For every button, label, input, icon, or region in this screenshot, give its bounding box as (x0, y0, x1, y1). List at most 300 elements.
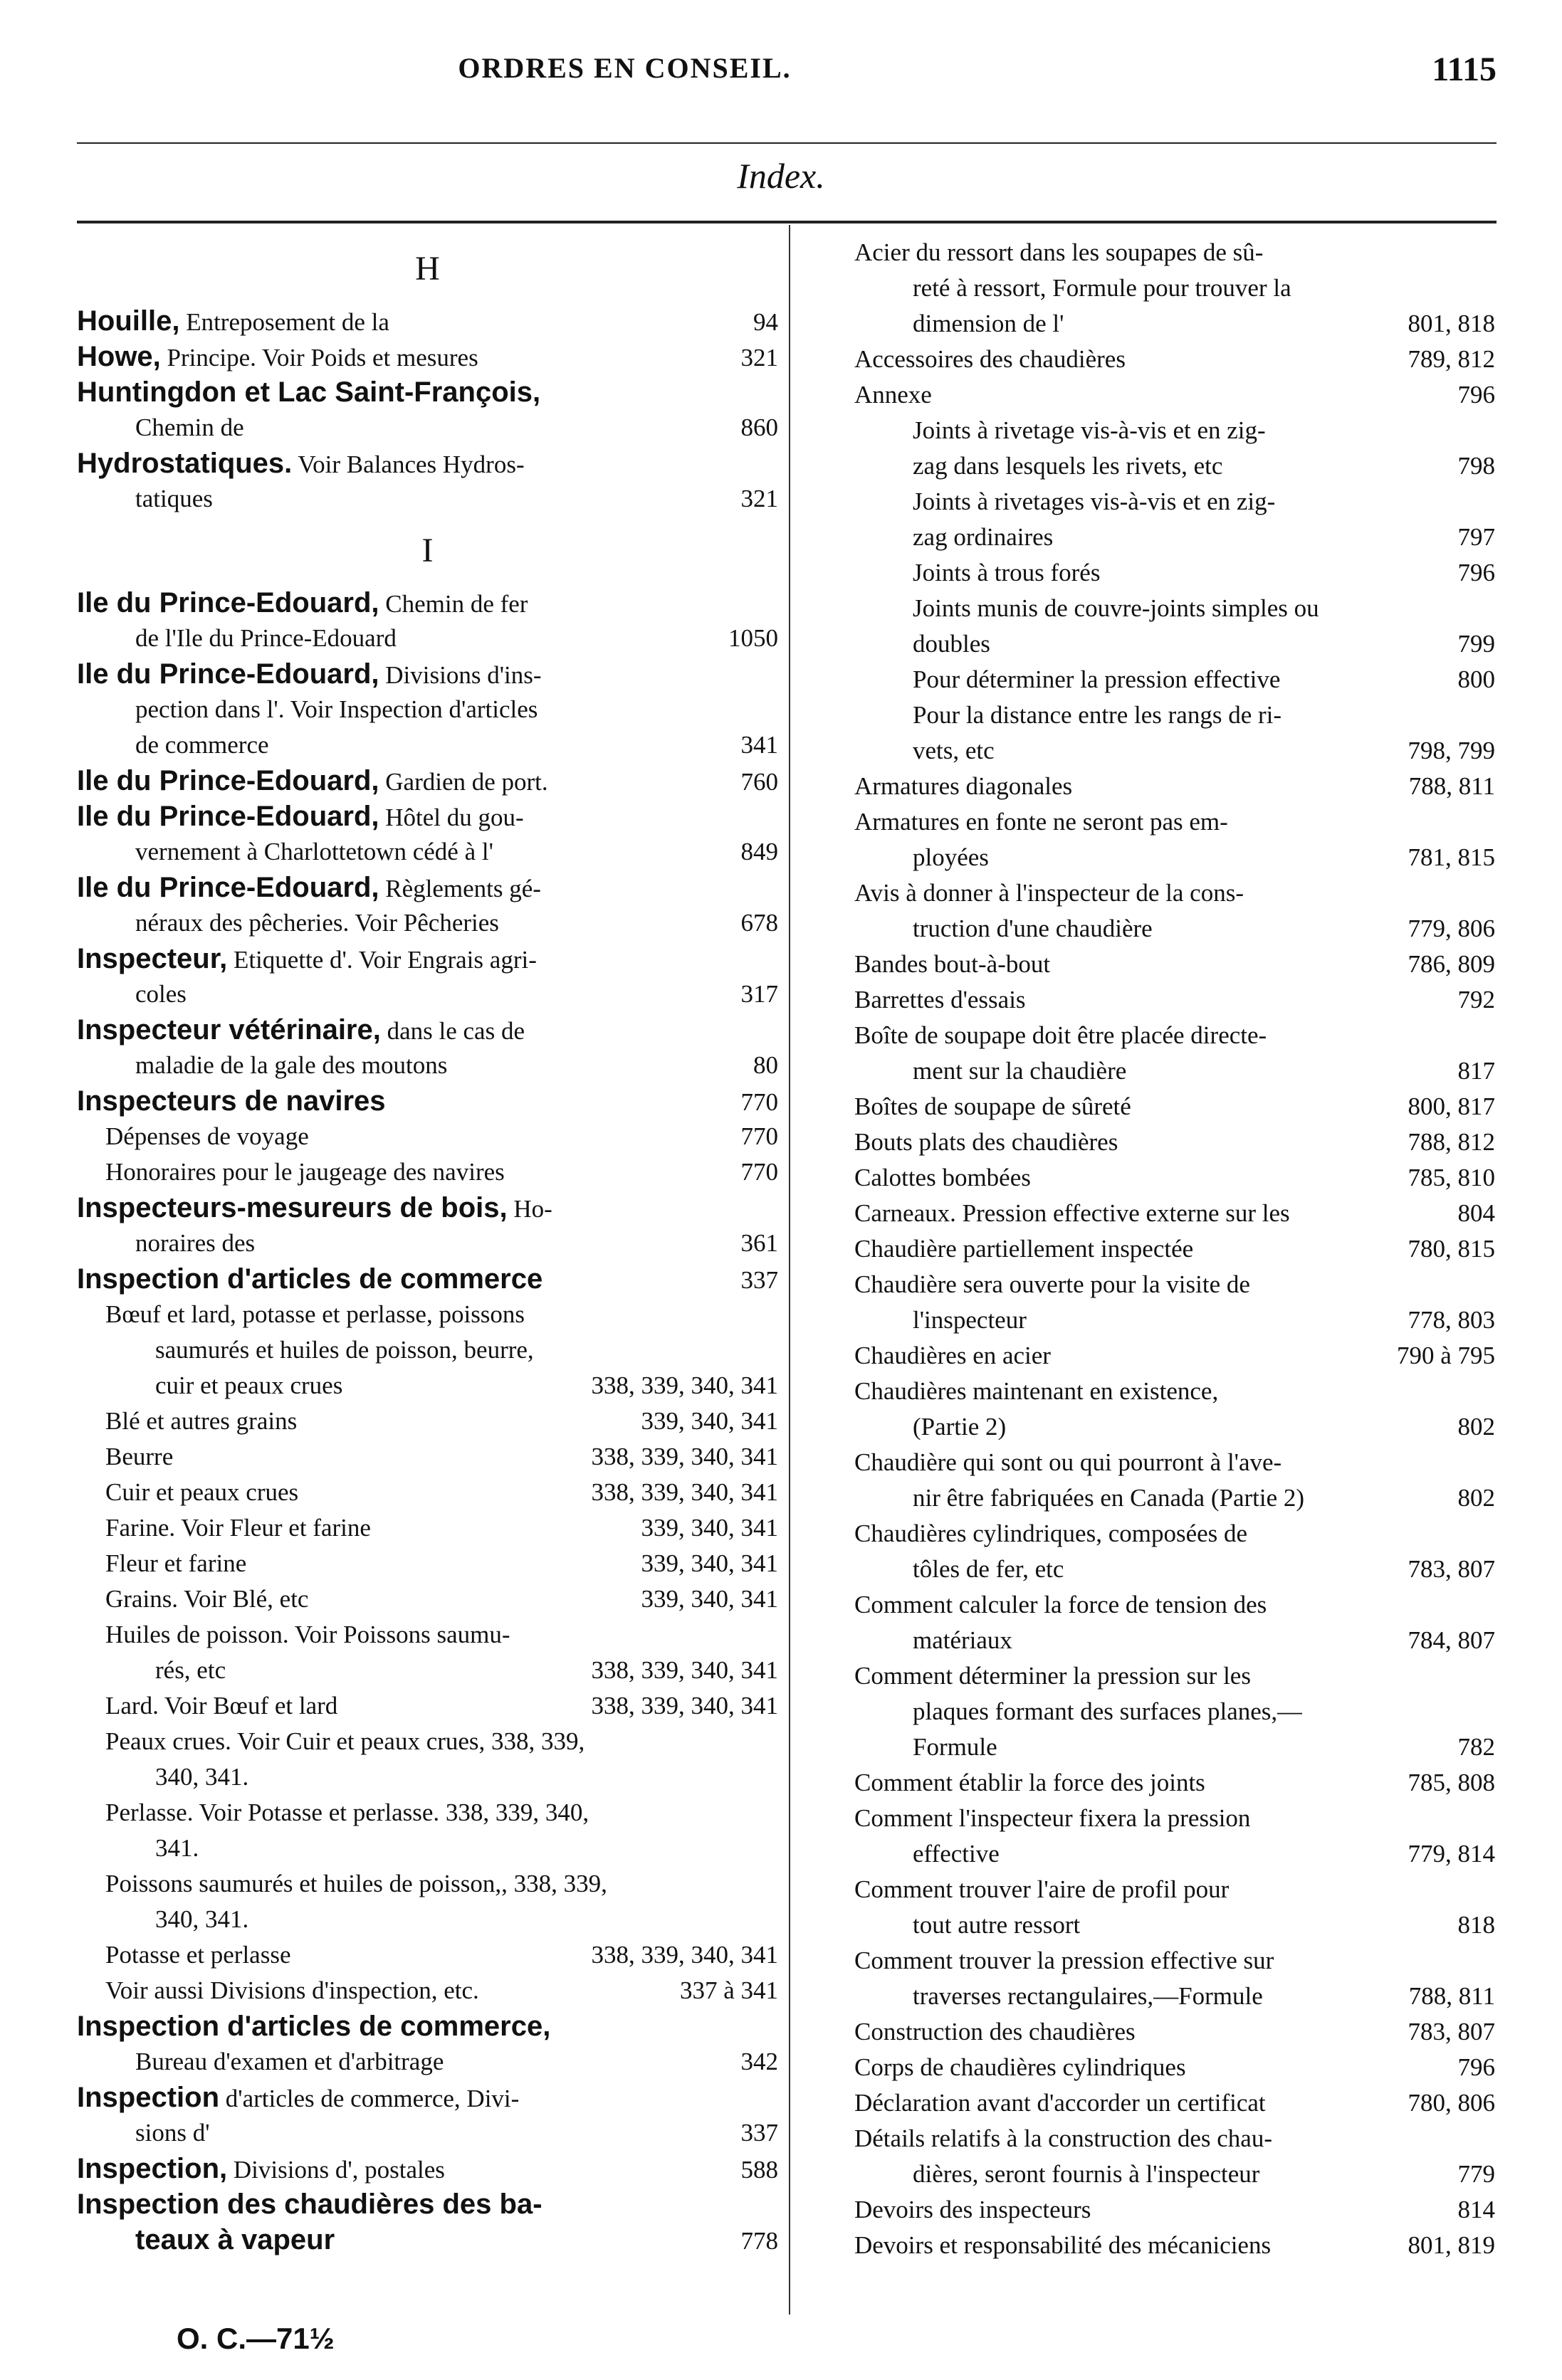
index-entry-label: Bœuf et lard, potasse et perlasse, poissons (105, 1300, 525, 1328)
index-entry-label: Comment trouver la pression effective sur (854, 1947, 1274, 1974)
index-entry (77, 1688, 778, 1724)
index-entry-label: Peaux crues. Voir Cuir et peaux crues, 338, 339, (105, 1727, 585, 1755)
index-entry (854, 1552, 1495, 1587)
index-entry-text (135, 2044, 444, 2080)
index-entry-text (155, 1902, 248, 1937)
index-entry (77, 1119, 778, 1154)
index-entry (854, 1694, 1495, 1729)
index-entry (77, 1546, 778, 1581)
page-reference: 321 (740, 485, 778, 512)
page-reference: 788, 812 (1408, 1128, 1495, 1156)
index-entry-label: de commerce (135, 731, 269, 759)
index-entry-text (913, 1302, 1027, 1338)
index-entry-label: ment sur la chaudière (913, 1057, 1127, 1085)
index-entry-text (105, 1439, 173, 1475)
index-entry-text (913, 306, 1064, 342)
index-entry-keyword: Ile du Prince-Edouard, (77, 765, 379, 796)
index-entry-text (913, 270, 1291, 306)
index-entry (854, 591, 1495, 626)
index-entry-label: 340, 341. (155, 1905, 249, 1933)
page-reference: 779 (1457, 2160, 1495, 2188)
index-entry (77, 1261, 778, 1297)
index-entry-label: Comment l'inspecteur fixera la pression (854, 1804, 1251, 1832)
index-entry-label: Chaudières cylindriques, composées de (854, 1520, 1248, 1547)
index-entry-text (105, 1866, 607, 1902)
index-entry-label: ployées (913, 843, 989, 871)
index-entry (854, 1729, 1495, 1765)
page-reference: 778, 803 (1408, 1306, 1495, 1334)
index-entry (854, 413, 1495, 448)
index-entry-text (135, 692, 538, 727)
index-entry-label: doubles (913, 630, 990, 658)
index-entry (854, 448, 1495, 484)
index-entry (77, 303, 778, 339)
index-entry-text (854, 769, 1072, 804)
index-entry-label: Chemin de (135, 414, 244, 441)
index-entry-label: Annexe (854, 381, 932, 409)
index-entry-text (155, 1368, 342, 1404)
index-entry-label: vernement à Charlottetown cédé à l' (135, 838, 493, 865)
page-reference: 796 (1457, 381, 1495, 409)
index-entry (854, 769, 1495, 804)
index-entry-text (913, 911, 1153, 947)
index-entry-label: Divisions d'ins- (379, 661, 542, 689)
index-entry (77, 2115, 778, 2151)
page-reference: 342 (740, 2048, 778, 2075)
index-entry-text (105, 1297, 525, 1332)
index-entry-label: coles (135, 980, 187, 1008)
column-divider (789, 225, 790, 2315)
index-entry (854, 1409, 1495, 1445)
index-entry (77, 1439, 778, 1475)
page-reference: 339, 340, 341 (641, 1407, 778, 1435)
index-entry-label: Chaudières en acier (854, 1342, 1051, 1369)
index-entry-text (913, 1694, 1302, 1729)
index-entry-label: Chemin de fer (379, 590, 528, 618)
index-entry (854, 697, 1495, 733)
index-entry-label: Comment déterminer la pression sur les (854, 1662, 1251, 1690)
index-entry-text (155, 1759, 248, 1795)
index-entry-keyword: teaux à vapeur (135, 2224, 335, 2255)
index-entry (854, 733, 1495, 769)
index-entry-text (854, 1267, 1250, 1302)
index-entry (77, 481, 778, 517)
index-entry (854, 342, 1495, 377)
index-entry-label: Gardien de port. (379, 768, 548, 796)
page-reference: 789, 812 (1408, 345, 1495, 373)
index-entry-label: Formule (913, 1733, 997, 1761)
page-reference: 792 (1457, 986, 1495, 1013)
index-entry-text (913, 591, 1319, 626)
index-entry-text (854, 1125, 1118, 1160)
index-entry-text (155, 1332, 534, 1368)
index-entry (854, 2050, 1495, 2085)
page-reference: 818 (1457, 1911, 1495, 1939)
index-entry-text (135, 481, 213, 517)
index-entry (77, 727, 778, 763)
index-entry (854, 626, 1495, 662)
page-reference: 783, 807 (1408, 1555, 1495, 1583)
index-entry (77, 621, 778, 656)
page-reference: 779, 806 (1408, 915, 1495, 942)
index-entry-label: Honoraires pour le jaugeage des navires (105, 1158, 505, 1186)
page-reference: 339, 340, 341 (641, 1514, 778, 1542)
index-entry-text (913, 1836, 1000, 1872)
index-entry-text (105, 1795, 589, 1831)
page-reference: 321 (740, 344, 778, 372)
index-entry (77, 1724, 778, 1759)
index-entry (854, 555, 1495, 591)
index-entry-label: tôles de fer, etc (913, 1555, 1064, 1583)
page-reference: 800, 817 (1408, 1092, 1495, 1120)
running-header-title: ORDRES EN CONSEIL. (458, 52, 792, 84)
page-number: 1115 (1432, 51, 1497, 88)
index-entry-text (77, 1190, 552, 1226)
index-entry (854, 1338, 1495, 1374)
index-entry-text (913, 448, 1222, 484)
index-entry (854, 1516, 1495, 1552)
index-entry-label: Corps de chaudières cylindriques (854, 2053, 1186, 2081)
index-entry (77, 870, 778, 905)
index-entry-text (854, 875, 1244, 911)
index-entry-label: Armatures en fonte ne seront pas em- (854, 808, 1228, 836)
index-entry-label: Comment établir la force des joints (854, 1769, 1205, 1796)
index-entry-text (105, 1546, 246, 1581)
page-reference: 798 (1457, 452, 1495, 480)
index-entry-text (135, 2222, 335, 2258)
index-entry-label: nir être fabriquées en Canada (Partie 2) (913, 1484, 1305, 1512)
index-entry-text (77, 870, 541, 905)
index-entry (854, 1480, 1495, 1516)
page-reference: 849 (740, 838, 778, 865)
index-entry-text (77, 339, 478, 374)
index-entry (77, 1226, 778, 1261)
index-entry-label: Dépenses de voyage (105, 1122, 309, 1150)
index-entry (854, 1302, 1495, 1338)
index-entry-label: Ho- (507, 1195, 552, 1223)
page-reference: 788, 811 (1408, 772, 1495, 800)
index-entry (77, 1368, 778, 1404)
index-entry-text (913, 413, 1266, 448)
index-entry (77, 834, 778, 870)
index-entry-text (913, 697, 1281, 733)
index-entry (854, 1765, 1495, 1801)
page-reference: 786, 809 (1408, 950, 1495, 978)
index-entry-text (854, 1338, 1051, 1374)
index-entry-label: Hôtel du gou- (379, 804, 524, 831)
index-entry-label: néraux des pêcheries. Voir Pêcheries (135, 909, 499, 937)
index-entry-label: Chaudière partiellement inspectée (854, 1235, 1194, 1263)
index-entry-text (77, 2151, 445, 2186)
index-entry (854, 911, 1495, 947)
index-entry-text (854, 2121, 1272, 2157)
page-reference: 361 (740, 1229, 778, 1257)
index-entry (854, 377, 1495, 413)
index-entry-label: tout autre ressort (913, 1911, 1081, 1939)
page-reference: 801, 819 (1408, 2231, 1495, 2259)
index-entry-text (105, 1688, 337, 1724)
index-entry-text (854, 2192, 1091, 2228)
page-reference: 814 (1457, 2196, 1495, 2223)
index-entry-label: Chaudières maintenant en existence, (854, 1377, 1219, 1405)
index-entry-label: zag dans lesquels les rivets, etc (913, 452, 1223, 480)
index-entry-label: Lard. Voir Bœuf et lard (105, 1692, 338, 1720)
index-entry-label: Construction des chaudières (854, 2018, 1136, 2045)
index-entry-keyword: Inspection d'articles de commerce, (77, 2011, 551, 2042)
index-entry-label: Déclaration avant d'accorder un certificat (854, 2089, 1266, 2117)
index-entry-label: rés, etc (155, 1656, 226, 1684)
index-entry (854, 1160, 1495, 1196)
index-entry-label: Bandes bout-à-bout (854, 950, 1051, 978)
index-entry-label: Pour déterminer la pression effective (913, 665, 1281, 693)
index-entry (77, 941, 778, 976)
index-entry-text (854, 2014, 1136, 2050)
page-reference: 339, 340, 341 (641, 1585, 778, 1613)
index-entry-label: tatiques (135, 485, 213, 512)
index-entry-label: saumurés et huiles de poisson, beurre, (155, 1336, 534, 1364)
page-reference: 788, 811 (1408, 1982, 1495, 2010)
index-entry (77, 2080, 778, 2115)
index-entry-text (105, 1581, 308, 1617)
index-entry (77, 1297, 778, 1332)
index-entry (77, 2151, 778, 2186)
index-entry-keyword: Hydrostatiques. (77, 448, 293, 479)
index-entry-keyword: Inspection des chaudières des ba- (77, 2189, 542, 2220)
index-entry-text (913, 1552, 1064, 1587)
index-entry-text (77, 303, 389, 339)
index-entry (854, 1231, 1495, 1267)
index-entry (854, 1801, 1495, 1836)
index-entry (77, 799, 778, 834)
index-entry-text (135, 2115, 210, 2151)
page-reference: 782 (1457, 1733, 1495, 1761)
index-entry (854, 1587, 1495, 1623)
index-entry-label: Cuir et peaux crues (105, 1478, 299, 1506)
index-entry (77, 1154, 778, 1190)
index-entry-text (854, 1943, 1274, 1979)
index-title: Index. (737, 156, 825, 196)
index-entry-text (105, 1617, 510, 1653)
index-entry-label: Farine. Voir Fleur et farine (105, 1514, 371, 1542)
index-entry-text (77, 1012, 525, 1048)
page-reference: 799 (1457, 630, 1495, 658)
index-entry (77, 1973, 778, 2008)
index-entry-text (135, 834, 493, 870)
index-entry-label: Boîtes de soupape de sûreté (854, 1092, 1131, 1120)
index-entry-text (854, 2228, 1271, 2263)
index-entry-text (77, 799, 524, 834)
page-reference: 780, 806 (1408, 2089, 1495, 2117)
index-entry-text (854, 1872, 1229, 1907)
index-entry (854, 1836, 1495, 1872)
index-section-letter: I (421, 532, 434, 569)
index-entry-text (135, 1226, 255, 1261)
page-reference: 80 (753, 1051, 778, 1079)
index-entry-keyword: Ile du Prince-Edouard, (77, 801, 379, 832)
page-reference: 785, 810 (1408, 1164, 1495, 1191)
index-entry-text (854, 1765, 1205, 1801)
index-entry-label: Comment calculer la force de tension des (854, 1591, 1267, 1618)
index-entry-text (135, 976, 187, 1012)
index-entry-label: dimension de l' (913, 310, 1064, 337)
page-reference: 770 (740, 1158, 778, 1186)
index-entry-label: Potasse et perlasse (105, 1941, 291, 1969)
page-reference: 338, 339, 340, 341 (591, 1443, 778, 1470)
index-entry (854, 662, 1495, 697)
index-entry (77, 585, 778, 621)
page-reference: 790 à 795 (1396, 1342, 1495, 1369)
index-left-column (77, 235, 778, 2258)
index-entry (77, 1083, 778, 1119)
index-entry (77, 1404, 778, 1439)
index-entry-label: Devoirs des inspecteurs (854, 2196, 1091, 2223)
index-entry (854, 2014, 1495, 2050)
index-entry-text (854, 1231, 1193, 1267)
index-entry-text (77, 2080, 519, 2115)
index-entry-label: 341. (155, 1834, 199, 1862)
index-entry-text (913, 662, 1280, 697)
index-entry (854, 1943, 1495, 1979)
index-entry (854, 484, 1495, 520)
index-entry-keyword: Houille, (77, 305, 180, 337)
index-entry (77, 656, 778, 692)
index-entry-text (854, 1516, 1247, 1552)
index-entry (77, 1759, 778, 1795)
index-entry (77, 410, 778, 446)
index-entry-label: zag ordinaires (913, 523, 1054, 551)
index-entry-label: Voir Balances Hydros- (292, 451, 525, 478)
page-reference: 338, 339, 340, 341 (591, 1478, 778, 1506)
index-entry (77, 1831, 778, 1866)
page-reference: 781, 815 (1408, 843, 1495, 871)
index-entry-label: dans le cas de (380, 1017, 525, 1045)
index-entry-text (854, 982, 1026, 1018)
index-entry-label: Joints à rivetages vis-à-vis et en zig- (913, 488, 1276, 515)
index-entry (854, 1374, 1495, 1409)
index-entry-text (77, 585, 528, 621)
index-entry-text (135, 727, 269, 763)
index-entry-keyword: Howe, (77, 341, 161, 372)
index-entry (77, 1795, 778, 1831)
index-entry-text (105, 1973, 479, 2008)
index-entry-text (913, 1409, 1006, 1445)
index-entry (854, 2192, 1495, 2228)
index-entry (854, 1125, 1495, 1160)
page-reference: 770 (740, 1088, 778, 1116)
index-entry-label: noraires des (135, 1229, 256, 1257)
index-entry (77, 1475, 778, 1510)
index-entry-text (105, 1510, 371, 1546)
index-entry-label: Détails relatifs à la construction des chau- (854, 2124, 1273, 2152)
index-entry (77, 374, 778, 410)
index-entry-label: truction d'une chaudière (913, 915, 1153, 942)
page-reference: 802 (1457, 1484, 1495, 1512)
index-entry (77, 763, 778, 799)
index-entry-label: Acier du ressort dans les soupapes de sû- (854, 238, 1264, 266)
page-reference: 800 (1457, 665, 1495, 693)
index-entry-text (77, 446, 525, 481)
index-entry-text (854, 1018, 1267, 1053)
index-entry-text (854, 1089, 1131, 1125)
index-entry (854, 520, 1495, 555)
index-entry-text (854, 377, 932, 413)
index-entry-text (155, 1831, 199, 1866)
page-reference: 339, 340, 341 (641, 1549, 778, 1577)
index-entry (854, 1018, 1495, 1053)
index-entry-label: Boîte de soupape doit être placée directe- (854, 1021, 1267, 1049)
index-entry-text (77, 656, 542, 692)
index-entry (854, 947, 1495, 982)
page-reference: 796 (1457, 559, 1495, 586)
index-entry-label: Huiles de poisson. Voir Poissons saumu- (105, 1621, 510, 1648)
page-reference: 678 (740, 909, 778, 937)
index-entry-text (77, 374, 540, 410)
index-entry-text (913, 1979, 1263, 2014)
index-entry-label: matériaux (913, 1626, 1012, 1654)
index-entry (77, 2008, 778, 2044)
index-entry-label: Principe. Voir Poids et mesures (160, 344, 478, 372)
page-reference: 802 (1457, 1413, 1495, 1441)
index-entry (854, 982, 1495, 1018)
index-entry-text (854, 2085, 1266, 2121)
page-reference: 783, 807 (1408, 2018, 1495, 2045)
index-entry-label: Grains. Voir Blé, etc (105, 1585, 309, 1613)
index-entry-text (105, 1119, 309, 1154)
index-entry-text (135, 410, 244, 446)
index-entry (77, 1048, 778, 1083)
index-entry-text (105, 1154, 505, 1190)
index-entry-text (913, 520, 1053, 555)
index-entry-text (913, 2157, 1259, 2192)
index-entry-label: dières, seront fournis à l'inspecteur (913, 2160, 1260, 2188)
index-entry (854, 2121, 1495, 2157)
index-entry (854, 1445, 1495, 1480)
index-entry (77, 339, 778, 374)
index-entry-text (105, 1937, 290, 1973)
index-entry-label: d'articles de commerce, Divi- (219, 2085, 520, 2112)
index-entry (854, 1089, 1495, 1125)
page-reference: 588 (740, 2156, 778, 2184)
index-entry-label: cuir et peaux crues (155, 1371, 343, 1399)
index-entry (854, 1658, 1495, 1694)
index-entry (77, 1190, 778, 1226)
index-entry-keyword: Ile du Prince-Edouard, (77, 587, 379, 618)
index-entry-label: Beurre (105, 1443, 174, 1470)
index-entry-label: Joints à trous forés (913, 559, 1101, 586)
index-entry-keyword: Ile du Prince-Edouard, (77, 658, 379, 690)
index-entry-text (854, 1587, 1267, 1623)
index-entry-label: Etiquette d'. Voir Engrais agri- (227, 946, 537, 974)
page-reference: 337 à 341 (679, 1976, 778, 2004)
index-entry-label: 340, 341. (155, 1763, 249, 1791)
index-entry-label: Voir aussi Divisions d'inspection, etc. (105, 1976, 479, 2004)
index-entry (77, 905, 778, 941)
index-entry-keyword: Inspection, (77, 2153, 228, 2184)
index-entry (854, 2157, 1495, 2192)
index-rule (77, 221, 1497, 223)
index-entry-text (135, 905, 499, 941)
index-entry-text (105, 1475, 298, 1510)
index-entry (854, 1907, 1495, 1943)
index-entry-label: Devoirs et responsabilité des mécaniciens (854, 2231, 1272, 2259)
page-reference: 760 (740, 768, 778, 796)
index-entry-text (105, 1404, 297, 1439)
header-rule (77, 142, 1497, 144)
page-reference: 779, 814 (1408, 1840, 1495, 1868)
index-entry-text (77, 763, 548, 799)
index-entry-text (155, 1653, 226, 1688)
index-entry (854, 875, 1495, 911)
